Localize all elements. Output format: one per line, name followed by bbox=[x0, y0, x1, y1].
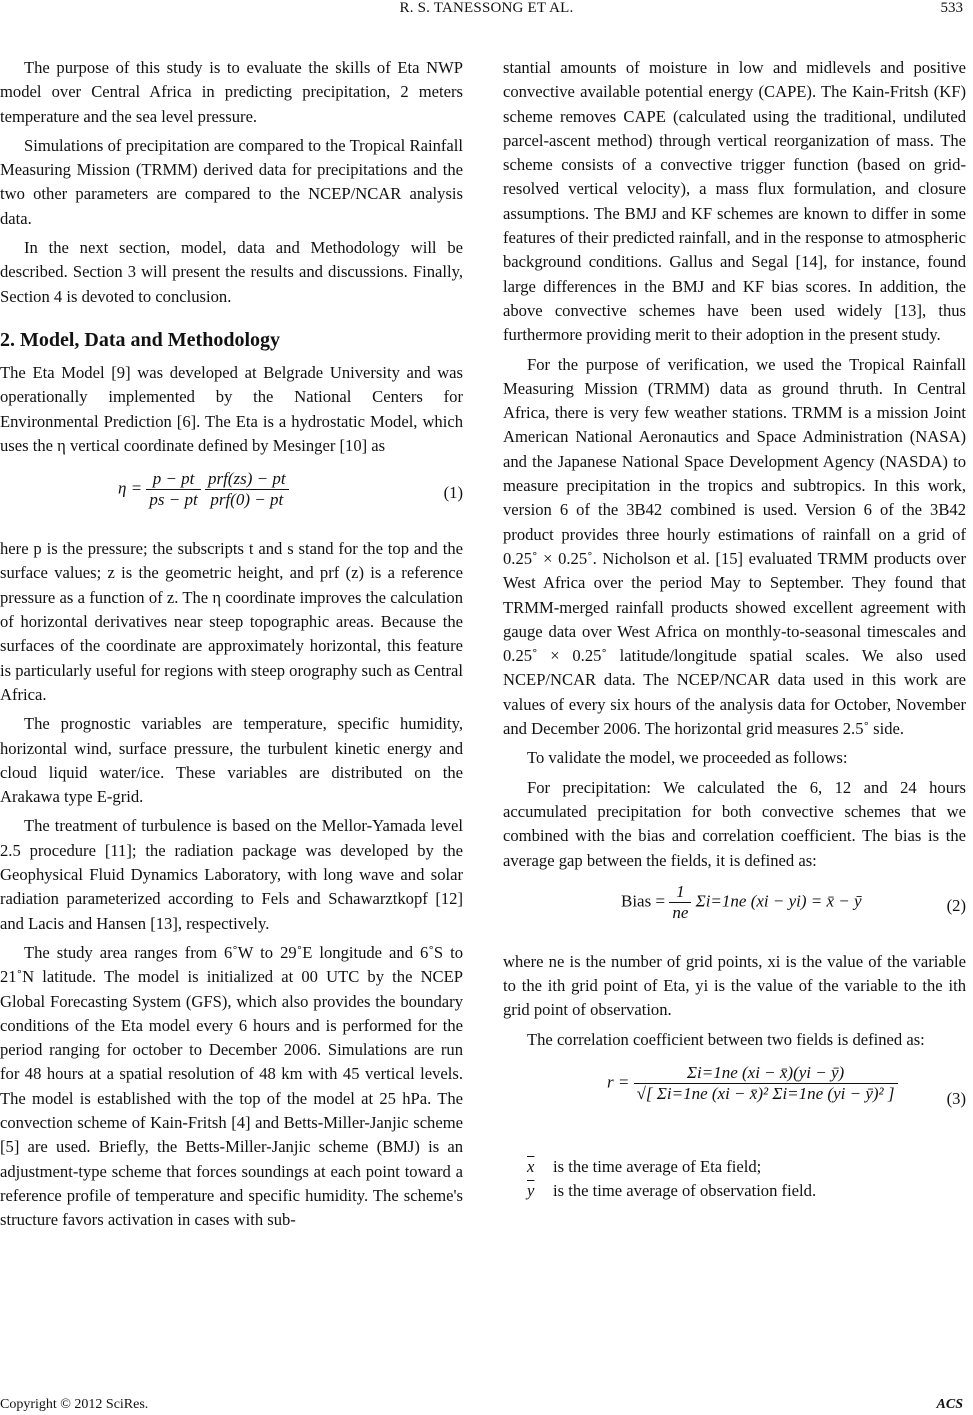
paragraph: The purpose of this study is to evaluate the skills of Eta NWP model over Central Africa in predicting precipitation, 2 meters temperature and the sea level pressure. bbox=[0, 58, 463, 126]
eq1-fraction-2 bbox=[205, 469, 289, 510]
paragraph: here p is the pressure; the subscripts t and s stand for the top and the surface values; z is the geometric height, and prf (z) is a reference pressure as a function of z. The η coordinate improves the calculation of horizontal derivatives near steep topographic areas. Because the surfaces of the coordinate are approximately horizontal, this feature is particularly useful for regions with steep orography such as Central Africa. bbox=[0, 539, 463, 704]
journal-footer: ACS bbox=[936, 1397, 963, 1412]
paragraph: where ne is the number of grid points, xi is the value of the variable to the ith grid point of Eta, yi is the value of the variable to the ith grid point of observation. bbox=[503, 951, 966, 1020]
def-var-x: $\overline{x}$ bbox=[527, 1156, 535, 1176]
paragraph: Simulations of precipitation are compared to the Tropical Rainfall Measuring Mission (TRMM) derived data for precipitations and the two other parameters are compared to the NCEP/NCAR analysis data. bbox=[0, 135, 463, 228]
paragraph: The prognostic variables are temperature, specific humidity, horizontal wind, surface pressure, the turbulent kinetic energy and cloud liquid water/ice. These variables are distributed on the Arakawa type E-grid. bbox=[0, 714, 463, 807]
equation-1-body bbox=[118, 469, 289, 510]
paragraph: The correlation coefficient between two fields is defined as: bbox=[527, 1029, 925, 1049]
def-var-y: $\overline{y}$ bbox=[527, 1180, 535, 1200]
section-heading: 2. Model, Data and Methodology bbox=[0, 328, 280, 351]
copyright-footer: Copyright © 2012 SciRes. bbox=[0, 1397, 149, 1412]
eq2-fraction bbox=[669, 882, 691, 923]
eq1-num-1: p − pt bbox=[146, 469, 200, 490]
definition-x bbox=[527, 1155, 966, 1179]
paragraph: The study area ranges from 6˚W to 29˚E longitude and 6˚S to 21˚N latitude. The model is initialized at 00 UTC by the NCEP Global Forecasting System (GFS), which also provides the boundary conditions of the Eta model every 6 hours and is performed for the period ranging for october to December 2006. Simulations are run for 48 hours at a spatial resolution of 48 km with 45 vertical levels. The model is established with the top of the model at 25 hPa. The convection scheme of Kain-Fritsh [4] and Betts-Miller-Janjic scheme [5] are used. Briefly, the Betts-Miller-Janjic scheme (BMJ) is an adjustment-type scheme that forces soundings at each point toward a reference profile of temperature and specific humidity. The scheme's structure favors activation in cases with sub- bbox=[0, 942, 463, 1230]
eq2-frac-den: ne bbox=[672, 902, 689, 922]
def-text-x: is the time average of Eta field; bbox=[553, 1156, 762, 1176]
eq3-lhs: r = bbox=[607, 1072, 630, 1092]
paragraph: For the purpose of verification, we used the Tropical Rainfall Measuring Mission (TRMM) data as ground thruth. In Central Africa, there is very few weather stations. TRMM is a mission Joint American National Aeronautics and Space Administration (NASA) and the Japanese National Space Development Agency (NASDA) to measure precipitation in the tropics and subtropics. In this work, version 6 of the 3B42 combined is used. Version 6 of the 3B42 product provides three hourly estimations of rainfall on a grid of 0.25˚ × 0.25˚. Nicholson et al. [15] evaluated TRMM products over West Africa over the period May to September. They found that TRMM-merged rainfall products showed excellent agreement with gauge data over West Africa on monthly-to-seasonal timescales and 0.25˚ × 0.25˚ latitude/longitude spatial scales. We also used NCEP/NCAR data. The NCEP/NCAR data used in this work are values of every six hours of the analysis data for October, November and December 2006. The horizontal grid measures 2.5˚ side. bbox=[503, 354, 966, 739]
paragraph: In the next section, model, data and Methodology will be described. Section 3 will present the results and discussions. Finally, Section 4 is devoted to conclusion. bbox=[0, 238, 463, 306]
paragraph: To validate the model, we proceeded as follows: bbox=[527, 748, 848, 768]
eq2-lhs: Bias = bbox=[621, 891, 666, 911]
equation-number: (1) bbox=[443, 483, 463, 503]
right-column bbox=[503, 56, 966, 1203]
definition-y bbox=[527, 1179, 966, 1203]
eq1-fraction-1 bbox=[146, 469, 200, 510]
equation-number: (3) bbox=[946, 1088, 966, 1108]
eq3-fraction bbox=[634, 1063, 898, 1104]
equation-3 bbox=[503, 1057, 966, 1149]
eq1-den-2: prf(0) − pt bbox=[210, 490, 284, 510]
paragraph: The Eta Model [9] was developed at Belgrade University and was operationally implemented by the National Centers for Environmental Prediction [6]. The Eta is a hydrostatic Model, which uses the η vertical coordinate defined by Mesinger [10] as bbox=[0, 362, 463, 455]
equation-1 bbox=[0, 463, 463, 531]
eq1-num-2: prf(zs) − pt bbox=[205, 469, 289, 490]
running-head: R. S. TANESSONG ET AL. bbox=[399, 0, 574, 16]
equation-2 bbox=[503, 878, 966, 944]
left-column bbox=[0, 56, 463, 1237]
paragraph: The treatment of turbulence is based on the Mellor-Yamada level 2.5 procedure [11]; the radiation package was developed by the Geophysical Fluid Dynamics Laboratory, with long wave and solar radiation parameterized according to Fels and Schawarztkopf [12] and Lacis and Hansen [13], respectively. bbox=[0, 816, 463, 933]
page-number: 533 bbox=[940, 0, 963, 16]
def-text-y: is the time average of observation field. bbox=[553, 1180, 817, 1200]
eq3-den: √[ Σi=1ne (xi − x̄)² Σi=1ne (yi − ȳ)² ] bbox=[636, 1083, 895, 1103]
equation-2-body bbox=[621, 882, 862, 923]
paragraph: For precipitation: We calculated the 6, 12 and 24 hours accumulated precipitation for both convective schemes that we combined with the bias and correlation coefficient. The bias is the average gap between the fields, it is defined as: bbox=[503, 777, 966, 870]
eq1-den-1: ps − pt bbox=[149, 490, 198, 510]
paragraph: stantial amounts of moisture in low and midlevels and positive convective available potential energy (CAPE). The Kain-Fritsh (KF) scheme removes CAPE (calculated using the traditional, undiluted parcel-ascent method) through vertical reorganization of mass. The scheme consists of a convective trigger function (based on grid-resolved vertical velocity), a mass flux formulation, and closure assumptions. The BMJ and KF schemes are known to differ in some features of their predicted rainfall, and in the response to atmospheric background conditions. Gallus and Segal [14], for instance, found large differences in the BMJ and KF bias scores. In addition, the above convective schemes have been used widely [13], thus furthermore providing merit to their adoption in the present study. bbox=[503, 58, 966, 345]
equation-number: (2) bbox=[946, 895, 966, 915]
eq3-num: Σi=1ne (xi − x̄)(yi − ȳ) bbox=[634, 1063, 898, 1084]
eq2-frac-num: 1 bbox=[669, 882, 691, 903]
eq1-lhs: η = bbox=[118, 478, 143, 498]
equation-3-body bbox=[607, 1063, 898, 1104]
page-header bbox=[0, 0, 973, 30]
eq2-sum: Σi=1ne (xi − yi) = x̄ − ȳ bbox=[695, 891, 862, 911]
